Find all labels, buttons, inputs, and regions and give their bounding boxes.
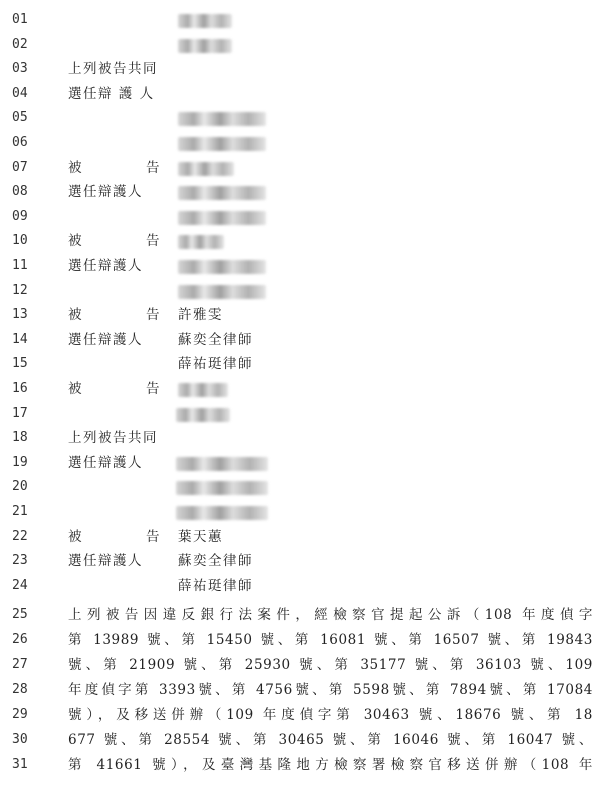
redacted-name xyxy=(178,186,266,200)
redacted-name xyxy=(176,457,268,471)
counsel-name: 薛祐珽律師 xyxy=(178,356,253,373)
redacted-name xyxy=(178,14,232,28)
line-number: 10 xyxy=(12,233,28,249)
line-number: 22 xyxy=(12,528,28,544)
counsel-name: 薛祐珽律師 xyxy=(178,577,253,594)
defendant-label-2: 告 xyxy=(146,528,161,545)
party-heading: 上列被告共同 xyxy=(68,430,158,447)
line-number: 30 xyxy=(12,732,28,747)
line-number: 03 xyxy=(12,61,28,77)
line-number: 08 xyxy=(12,184,28,200)
row-27 xyxy=(0,653,600,678)
redacted-name xyxy=(176,408,230,422)
row-28 xyxy=(0,678,600,703)
row-17 xyxy=(0,402,600,427)
row-16 xyxy=(0,377,600,402)
row-25 xyxy=(0,603,600,628)
row-24 xyxy=(0,574,600,599)
line-number: 29 xyxy=(12,707,28,722)
counsel-label: 選任辯護人 xyxy=(68,553,143,570)
counsel-label: 選任辯 護 人 xyxy=(68,85,155,102)
line-number: 15 xyxy=(12,356,28,372)
row-20 xyxy=(0,475,600,500)
body-paragraph-line: 第 41661 號），及臺灣基隆地方檢察署檢察官移送併辦（108 年 xyxy=(68,757,593,773)
line-number: 24 xyxy=(12,577,28,593)
line-number: 17 xyxy=(12,405,28,421)
line-number: 25 xyxy=(12,607,28,622)
row-02 xyxy=(0,33,600,58)
defendant-label-1: 被 xyxy=(68,307,83,324)
line-number: 04 xyxy=(12,85,28,101)
body-paragraph-line: 年度偵字第 3393號、第 4756號、第 5598號、第 7894號、第 17084 xyxy=(68,682,593,698)
row-30 xyxy=(0,728,600,753)
redacted-name xyxy=(178,383,228,397)
defendant-name: 葉天蕙 xyxy=(178,528,223,545)
row-21 xyxy=(0,500,600,525)
defendant-label-2: 告 xyxy=(146,159,161,176)
row-03 xyxy=(0,57,600,82)
line-number: 09 xyxy=(12,208,28,224)
redacted-name xyxy=(176,481,268,495)
row-11 xyxy=(0,254,600,279)
defendant-label-2: 告 xyxy=(146,233,161,250)
row-29 xyxy=(0,703,600,728)
row-07 xyxy=(0,156,600,181)
line-number: 20 xyxy=(12,479,28,495)
defendant-label-1: 被 xyxy=(68,381,83,397)
line-number: 31 xyxy=(12,757,28,772)
counsel-name: 蘇奕全律師 xyxy=(178,553,253,570)
row-18 xyxy=(0,426,600,451)
body-paragraph-line: 上列被告因違反銀行法案件，經檢察官提起公訴（108 年度偵字 xyxy=(68,607,593,623)
line-number: 07 xyxy=(12,159,28,175)
redacted-name xyxy=(178,211,266,225)
redacted-name xyxy=(176,506,268,520)
redacted-name xyxy=(178,285,266,299)
line-number: 05 xyxy=(12,110,28,126)
redacted-name xyxy=(178,39,232,53)
counsel-name: 蘇奕全律師 xyxy=(178,331,253,348)
redacted-name xyxy=(178,112,266,126)
defendant-name: 許雅雯 xyxy=(178,307,223,324)
redacted-name xyxy=(178,137,266,151)
row-06 xyxy=(0,131,600,156)
defendant-label-1: 被 xyxy=(68,528,83,545)
line-number: 19 xyxy=(12,454,28,470)
line-number: 28 xyxy=(12,682,28,697)
counsel-label: 選任辯護人 xyxy=(68,331,143,348)
body-paragraph-line: 號、第 21909 號、第 25930 號、第 35177 號、第 36103 號、109 xyxy=(68,657,593,673)
line-number: 11 xyxy=(12,258,28,273)
line-number: 06 xyxy=(12,135,28,150)
line-number: 18 xyxy=(12,430,28,446)
line-number: 13 xyxy=(12,307,28,323)
defendant-label-2: 告 xyxy=(146,381,161,397)
counsel-label: 選任辯護人 xyxy=(68,184,143,201)
defendant-label-1: 被 xyxy=(68,233,83,250)
defendant-label-1: 被 xyxy=(68,159,83,176)
row-31 xyxy=(0,753,600,778)
counsel-label: 選任辯護人 xyxy=(68,454,143,471)
line-number: 27 xyxy=(12,657,28,672)
row-14 xyxy=(0,328,600,353)
row-26 xyxy=(0,628,600,653)
line-number: 12 xyxy=(12,282,28,298)
row-08 xyxy=(0,180,600,205)
row-10 xyxy=(0,229,600,254)
line-number: 14 xyxy=(12,331,28,347)
redacted-name xyxy=(178,235,224,249)
body-paragraph-line: 第 13989 號、第 15450 號、第 16081 號、第 16507 號、第 19843 xyxy=(68,632,593,648)
row-01 xyxy=(0,8,600,33)
row-23 xyxy=(0,549,600,574)
row-19 xyxy=(0,451,600,476)
row-13 xyxy=(0,303,600,328)
line-number: 16 xyxy=(12,381,28,396)
defendant-label-2: 告 xyxy=(146,307,161,324)
body-paragraph-line: 677 號、第 28554 號、第 30465 號、第 16046 號、第 16047 號、 xyxy=(68,732,593,748)
line-number: 26 xyxy=(12,632,28,647)
line-number: 23 xyxy=(12,553,28,569)
row-22 xyxy=(0,525,600,550)
line-number: 02 xyxy=(12,36,28,52)
line-number: 01 xyxy=(12,12,28,27)
row-15 xyxy=(0,352,600,377)
line-number: 21 xyxy=(12,504,28,519)
redacted-name xyxy=(178,260,266,274)
body-paragraph-line: 號），及移送併辦（109 年度偵字第 30463 號、18676 號、第 18 xyxy=(68,707,593,723)
row-12 xyxy=(0,279,600,304)
redacted-name xyxy=(178,162,234,176)
party-heading: 上列被告共同 xyxy=(68,61,158,78)
row-05 xyxy=(0,106,600,131)
row-04 xyxy=(0,82,600,107)
counsel-label: 選任辯護人 xyxy=(68,258,143,274)
row-09 xyxy=(0,205,600,230)
